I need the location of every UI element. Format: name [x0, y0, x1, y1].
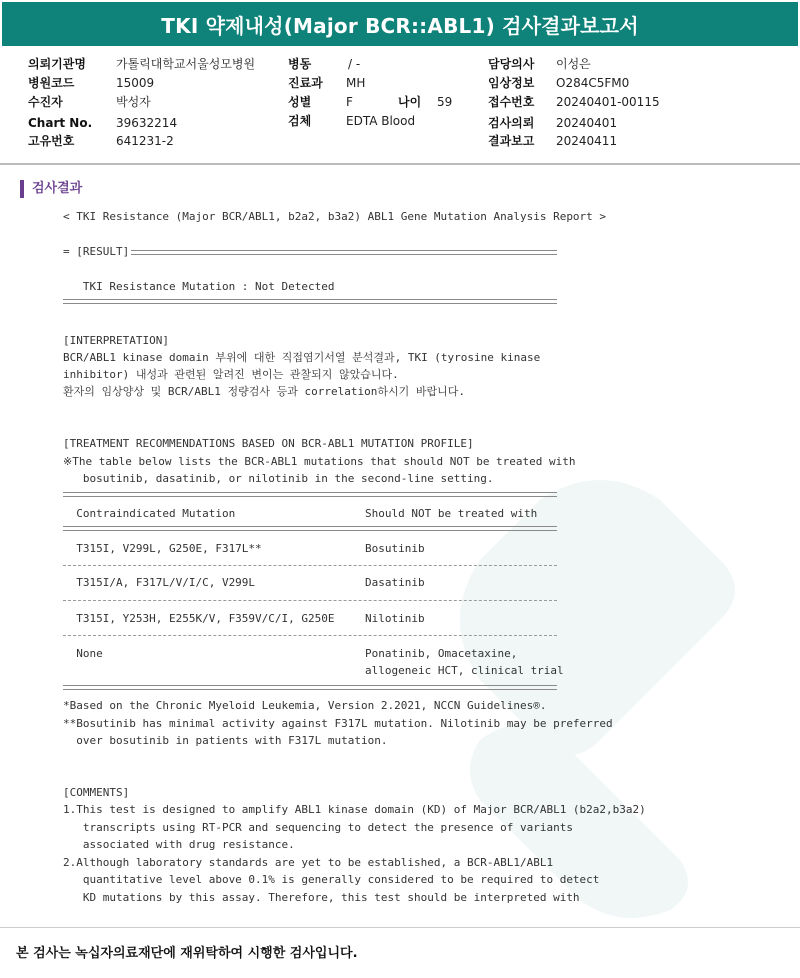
footnote: *Based on the Chronic Myeloid Leukemia, Version 2.2021, NCCN Guidelines®.: [63, 699, 547, 712]
table-row-drug: Bosutinib: [365, 542, 425, 555]
label-ward: 병동: [288, 57, 312, 71]
treatment-tag: [TREATMENT RECOMMENDATIONS BASED ON BCR-ABL1 MUTATION PROFILE]: [63, 437, 474, 450]
table-header-rule: [63, 526, 557, 531]
label-department: 진료과: [288, 76, 323, 90]
label-chart-no: Chart No.: [28, 116, 93, 130]
label-clinical-info: 임상정보: [488, 76, 535, 90]
table-header-drug: Should NOT be treated with: [365, 507, 538, 520]
footer-notice: 본 검사는 녹십자의료재단에 재위탁하여 시행한 검사입니다.: [16, 946, 358, 961]
hospital-code: 15009: [116, 76, 155, 90]
report-body: [63, 206, 646, 906]
label-hospital-code: 병원코드: [28, 76, 75, 90]
footnote: over bosutinib in patients with F317L mutation.: [63, 734, 388, 747]
table-row-drug: Ponatinib, Omacetaxine,: [365, 647, 518, 660]
interpretation-tag: [INTERPRETATION]: [63, 334, 169, 347]
report-header: < TKI Resistance (Major BCR/ABL1, b2a2, b3a2) ABL1 Gene Mutation Analysis Report >: [63, 210, 607, 223]
table-row-mutation: T315I, V299L, G250E, F317L**: [63, 542, 262, 555]
department: MH: [346, 76, 366, 90]
label-specimen: 검체: [288, 114, 312, 128]
physician: 이성은: [556, 57, 591, 71]
label-request-date: 검사의뢰: [488, 116, 535, 130]
table-row-mutation: T315I, Y253H, E255K/V, F359V/C/I, G250E: [63, 612, 335, 625]
label-unique-id: 고유번호: [28, 134, 75, 148]
table-row-drug: Nilotinib: [365, 612, 425, 625]
label-accession-no: 접수번호: [488, 95, 535, 109]
specimen: EDTA Blood: [346, 114, 416, 128]
request-date: 20240401: [556, 116, 618, 130]
sex: F: [346, 95, 353, 109]
footnote: **Bosutinib has minimal activity against F317L mutation. Nilotinib may be preferred: [63, 717, 613, 730]
clinical-info: O284C5FM0: [556, 76, 630, 90]
table-row-drug-continued: allogeneic HCT, clinical trial: [365, 664, 564, 677]
footer-divider: [0, 927, 800, 928]
patient-info: [0, 53, 800, 158]
accession-no: 20240401-00115: [556, 95, 660, 109]
unique-id: 641231-2: [116, 134, 174, 148]
comment-line: KD mutations by this assay. Therefore, this test should be interpreted with: [63, 891, 580, 904]
report-title: TKI 약제내성(Major BCR::ABL1) 검사결과보고서: [2, 2, 798, 46]
table-bottom-rule: [63, 685, 557, 690]
comment-line: quantitative level above 0.1% is generally considered to be required to detect: [63, 873, 600, 886]
table-row-mutation: None: [63, 647, 103, 660]
comment-line: 2.Although laboratory standards are yet to be established, a BCR-ABL1/ABL1: [63, 856, 554, 869]
interpretation-line: BCR/ABL1 kinase domain 부위에 대한 직접염기서열 분석결과, TKI (tyrosine kinase: [63, 351, 541, 364]
result-line: TKI Resistance Mutation : Not Detected: [63, 280, 335, 293]
table-row-drug: Dasatinib: [365, 576, 425, 589]
label-patient-name: 수진자: [28, 95, 63, 109]
label-sex: 성별: [288, 95, 312, 109]
treatment-line: ※The table below lists the BCR-ABL1 mutations that should NOT be treated with: [63, 455, 576, 468]
label-age: 나이: [398, 95, 422, 109]
header-divider: [0, 163, 800, 165]
interpretation-line: inhibitor) 내성과 관련된 알려진 변이는 관찰되지 않았습니다.: [63, 368, 399, 381]
table-row-mutation: T315I/A, F317L/V/I/C, V299L: [63, 576, 256, 589]
table-row-rule: [63, 565, 557, 566]
chart-no: 39632214: [116, 116, 178, 130]
ward: / -: [348, 57, 361, 71]
table-top-rule: [63, 492, 557, 497]
comment-line: 1.This test is designed to amplify ABL1 kinase domain (KD) of Major BCR/ABL1 (b2a2,b3a2): [63, 803, 646, 816]
report-date: 20240411: [556, 134, 618, 148]
requesting-institution: 가톨릭대학교서울성모병원: [116, 57, 256, 71]
comments-tag: [COMMENTS]: [63, 786, 130, 799]
section-title-results: 검사결과: [20, 180, 82, 198]
table-header-mutation: Contraindicated Mutation: [63, 507, 236, 520]
patient-name: 박성자: [116, 95, 151, 109]
comment-line: associated with drug resistance.: [63, 838, 295, 851]
comment-line: transcripts using RT-PCR and sequencing to detect the presence of variants: [63, 821, 573, 834]
result-tag: = [RESULT]: [63, 245, 136, 258]
treatment-line: bosutinib, dasatinib, or nilotinib in the second-line setting.: [63, 472, 494, 485]
interpretation-line: 환자의 임상양상 및 BCR/ABL1 정량검사 등과 correlation하시기 바랍니다.: [63, 385, 465, 398]
age: 59: [437, 95, 453, 109]
table-row-rule: [63, 635, 557, 636]
label-requesting-institution: 의뢰기관명: [28, 57, 86, 71]
label-physician: 담당의사: [488, 57, 535, 71]
result-rule: [131, 250, 557, 255]
result-end-rule: [63, 299, 557, 304]
label-report-date: 결과보고: [488, 134, 535, 148]
table-row-rule: [63, 600, 557, 601]
